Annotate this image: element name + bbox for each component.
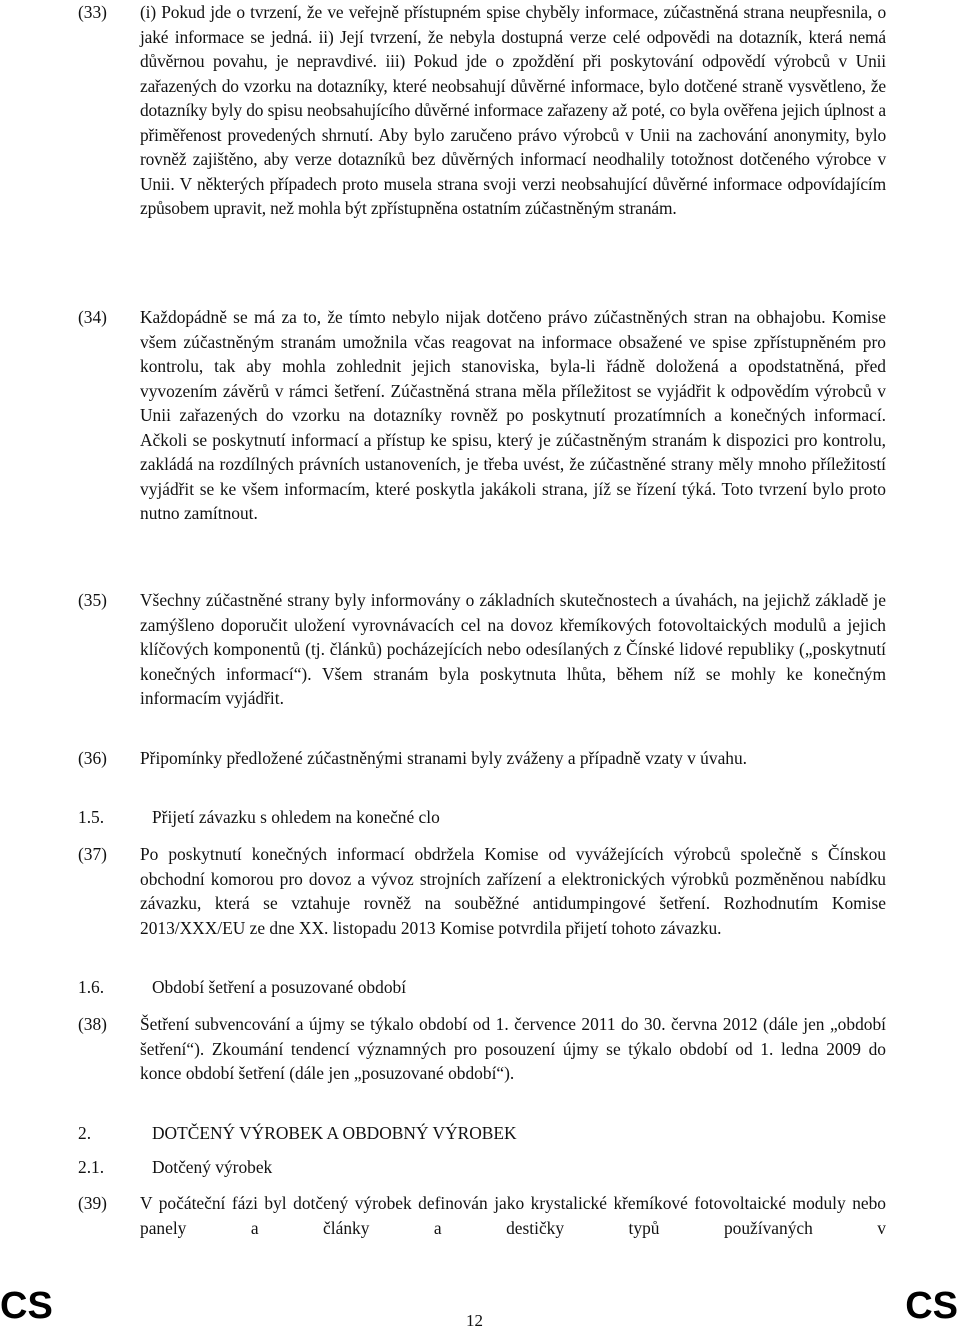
heading-title: Dotčený výrobek — [152, 1157, 273, 1177]
footer-language-right: CS — [905, 1285, 958, 1327]
paragraph-number: (37) — [78, 844, 107, 864]
footer-language-left: CS — [0, 1285, 53, 1327]
footer-page-number: 12 — [466, 1311, 483, 1330]
paragraph-text: (i) Pokud jde o tvrzení, že ve veřejně přístupném spise chyběly informace, zúčastněná strana neupřesnila, o jaké informace se jedná. ii) Její tvrzení, že nebyla dostupná verze celé odpovědi na dotazník, která nemá důvěrnou povahu, je nepravdivé. iii) Pokud jde o zpoždění při poskytování odpovědí výrobců v Unii zařazených do vzorku na dotazníky, které neobsahují důvěrné informace, bylo dotčené straně vysvětleno, že dotazníky byly do spisu neobsahujícího důvěrné informace zařazeny až poté, co byla ověřena jejich úplnost a přiměřenost provedených shrnutí. Aby bylo zaručeno právo výrobců v Unii na zachování anonymity, bylo rovněž zajištěno, aby verze dotazníků bez důvěrných informací neodhalily totožnost dotčeného výrobce v Unii. V některých případech proto musela strana svoji verzi neobsahující důvěrné informace odpovídajícím způsobem upravit, než mohla být zpřístupněna ostatním zúčastněným stranám. — [140, 2, 886, 218]
paragraph-number: (39) — [78, 1193, 107, 1213]
paragraph-text: V počáteční fázi byl dotčený výrobek definován jako krystalické křemíkové fotovoltaické moduly nebo panely a články a destičky typů používaných v — [140, 1193, 886, 1238]
paragraph-number: (38) — [78, 1014, 107, 1034]
paragraph-number: (33) — [78, 2, 107, 22]
heading-number: 1.5. — [78, 807, 105, 827]
paragraph-text: Po poskytnutí konečných informací obdržela Komise od vyvážejících výrobců společně s Čínskou obchodní komorou pro dovoz a vývoz strojních zařízení a elektronických výrobků pozměněnou nabídku závazku, která se vztahuje rovněž na souběžné antidumpingové šetření. Rozhodnutím Komise 2013/XXX/EU ze dne XX. listopadu 2013 Komise potvrdila přijetí tohoto závazku. — [140, 844, 886, 938]
paragraph-text: Šetření subvencování a újmy se týkalo období od 1. července 2011 do 30. června 2012 (dále jen „období šetření“). Zkoumání tendencí významných pro posouzení újmy se týkalo období od 1. ledna 2009 do konce období šetření (dále jen „posuzované období“). — [140, 1014, 886, 1083]
heading-title: DOTČENÝ VÝROBEK A OBDOBNÝ VÝROBEK — [152, 1123, 517, 1143]
heading-title: Přijetí závazku s ohledem na konečné clo — [152, 807, 440, 827]
heading-number: 1.6. — [78, 977, 105, 997]
paragraph-number: (36) — [78, 748, 107, 768]
heading-number: 2.1. — [78, 1157, 105, 1177]
heading-number: 2. — [78, 1123, 92, 1143]
paragraph-text: Každopádně se má za to, že tímto nebylo nijak dotčeno právo zúčastněných stran na obhajobu. Komise všem zúčastněným stranám umožnila včas reagovat na informace obsažené ve spise zpřístupněném pro kontrolu, tak aby mohla zohlednit jejich stanoviska, byla-li řádně doložená a opodstatněná, před vyvozením závěrů v rámci šetření. Zúčastněná strana měla příležitost se vyjádřit k odpovědím výrobců v Unii zařazených do vzorku na dotazníky rovněž po poskytnutí prozatímních a konečných informací. Ačkoli se poskytnutí informací a přístup ke spisu, který je zúčastněným stranám k dispozici pro kontrolu, zakládá na rozdílných právních ustanoveních, je třeba uvést, že zúčastněné strany měly mnoho příležitostí vyjádřit se ke všem informacím, které poskytla jakákoli strana, jíž se řízení týká. Toto tvrzení bylo proto nutno zamítnout. — [140, 307, 886, 523]
heading-title: Období šetření a posuzované období — [152, 977, 407, 997]
paragraph-number: (35) — [78, 590, 107, 610]
paragraph-text: Připomínky předložené zúčastněnými stranami byly zváženy a případně vzaty v úvahu. — [140, 748, 748, 768]
paragraph-number: (34) — [78, 307, 107, 327]
paragraph-text: Všechny zúčastněné strany byly informovány o základních skutečnostech a úvahách, na jejichž základě je zamýšleno doporučit uložení vyrovnávacích cel na dovoz křemíkových fotovoltaických modulů a jejich klíčových komponentů (tj. článků) pocházejících nebo odesílaných z Čínské lidové republiky („poskytnutí konečných informací“). Všem stranám byla poskytnuta lhůta, během níž se mohly ke konečným informacím vyjádřit. — [140, 590, 886, 708]
